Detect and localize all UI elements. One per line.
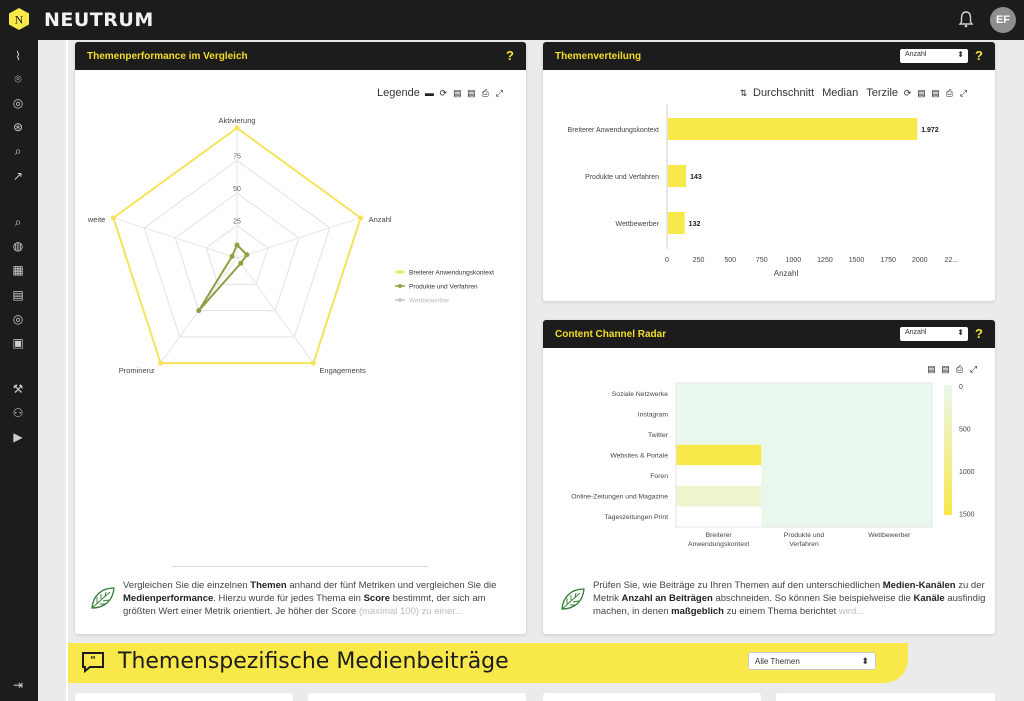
legend-marker <box>398 298 402 302</box>
trend-icon[interactable]: ↗ <box>12 169 24 183</box>
heatmap-row-label: Foren <box>650 473 668 481</box>
heatmap-chart <box>543 380 995 560</box>
help-icon[interactable]: ? <box>975 326 983 341</box>
leaf-icon <box>559 586 587 612</box>
logo-icon[interactable] <box>8 7 30 31</box>
panel-title: Themenperformance im Vergleich <box>87 51 248 62</box>
export-csv-icon[interactable]: ▤ <box>941 364 950 374</box>
distribution-panel <box>543 42 995 301</box>
goal-icon[interactable]: ◎ <box>12 312 24 326</box>
export-pdf-icon[interactable]: ▤ <box>453 88 462 98</box>
bar-tick-label: 1750 <box>880 257 896 264</box>
heatmap-cell[interactable] <box>676 486 761 507</box>
collapse-icon[interactable]: ▬ <box>424 88 434 98</box>
comment-quote-icon <box>81 651 105 673</box>
fullscreen-icon[interactable]: ⤢ <box>495 88 503 98</box>
radar-info-text: Vergleichen Sie die einzelnen Themen anhand der fünf Metriken und vergleichen Sie die Medienperformance. Hierzu wurde für jedes Thema ein Score bestimmt, der sich am größten Wert einer Metrik orientiert. Je höher der Score (maximal 100) zu einer... <box>123 580 497 617</box>
print-icon[interactable]: ⎙ <box>481 88 489 98</box>
heatmap-cell[interactable] <box>676 424 761 445</box>
heatmap-cell[interactable] <box>847 445 932 466</box>
radar-panel <box>75 42 526 634</box>
heatmap-cell[interactable] <box>761 445 846 466</box>
bar-category-label: Produkte und Verfahren <box>585 174 659 181</box>
channel-panel <box>543 320 995 634</box>
brand-name: NEUTRUM <box>44 9 154 31</box>
bar[interactable] <box>668 165 686 187</box>
bar-category-label: Breiterer Anwendungskontext <box>567 127 659 134</box>
radar-point[interactable] <box>111 215 116 220</box>
heatmap-cell[interactable] <box>676 445 761 466</box>
heatmap-cell[interactable] <box>847 383 932 404</box>
bar-tick-label: 0 <box>665 257 669 264</box>
radar-chart <box>75 112 526 512</box>
globe-icon[interactable]: ◍ <box>12 239 24 253</box>
legend-marker <box>398 284 402 288</box>
top-bar <box>0 0 1024 40</box>
bar[interactable] <box>668 118 917 140</box>
refresh-icon[interactable]: ⟳ <box>439 88 448 98</box>
channel-info-text: Prüfen Sie, wie Beiträge zu Ihren Themen auf den unterschiedlichen Medien-Kanälen zu der Metrik Anzahl an Beiträgen abschneiden. So können Sie beispielweise die Kanäle ausfindig machen, in denen maßgeblich zu einem Thema berichtet wird... <box>593 580 986 617</box>
bar-category-label: Wettbewerber <box>615 221 659 228</box>
heatmap-column-label: Wettbewerber <box>868 532 911 539</box>
heatmap-cell[interactable] <box>761 506 846 527</box>
radar-tick-label: 25 <box>233 218 241 226</box>
heatmap-cell[interactable] <box>761 404 846 425</box>
median-toggle[interactable]: Median <box>822 87 859 99</box>
export-pdf-icon[interactable]: ▤ <box>917 88 926 98</box>
radar-axis-label: Prominenz <box>118 366 155 376</box>
sidebar <box>0 40 38 701</box>
export-csv-icon[interactable]: ▤ <box>467 88 476 98</box>
bar[interactable] <box>668 212 685 234</box>
heatmap-row-label: Websites & Portale <box>610 452 668 460</box>
logout-icon[interactable]: ⇥ <box>12 678 24 692</box>
heatmap-row-label: Online-Zeitungen und Magazine <box>571 493 668 501</box>
radar-legend <box>395 270 494 305</box>
radar-toolbar <box>377 87 504 99</box>
bar-tick-label: 22... <box>944 257 959 264</box>
legend-toggle[interactable]: Legende <box>377 87 420 99</box>
radar-spoke <box>113 218 237 258</box>
section-title: Themenspezifische Medienbeiträge <box>118 649 509 674</box>
legend-entry[interactable]: Breiterer Anwendungskontext <box>409 269 494 277</box>
bar-value-label: 143 <box>690 174 702 181</box>
print-icon[interactable]: ⎙ <box>955 364 964 374</box>
heatmap-cell[interactable] <box>761 486 846 507</box>
bar-tick-label: 750 <box>755 257 768 264</box>
heatmap-scale-label: 500 <box>959 426 971 434</box>
print-icon[interactable]: ⎙ <box>945 88 954 98</box>
news-icon[interactable]: ▤ <box>12 288 24 302</box>
heatmap-color-scale <box>944 385 952 515</box>
tools-icon[interactable]: ⚒ <box>12 382 24 396</box>
metric-select[interactable]: Anzahl ⬍ <box>900 327 968 341</box>
tertile-toggle[interactable]: Terzile <box>866 87 899 99</box>
radar-point[interactable] <box>158 361 163 366</box>
refresh-icon[interactable]: ⟳ <box>903 88 912 98</box>
search-doc-icon[interactable]: ⌕ <box>14 144 22 158</box>
bar-x-axis-title: Anzahl <box>773 269 799 278</box>
radar-point[interactable] <box>238 261 243 266</box>
radar-point[interactable] <box>235 243 240 248</box>
bar-chart <box>543 104 995 294</box>
theme-filter-select[interactable]: Alle Themen ⬍ <box>748 652 876 670</box>
bar-tick-label: 2000 <box>911 257 928 264</box>
bar-tick-label: 1000 <box>785 257 802 264</box>
bar-tick-label: 1500 <box>848 257 865 264</box>
radar-axis-label: Engagements <box>319 366 366 376</box>
export-csv-icon[interactable]: ▤ <box>931 88 940 98</box>
radar-axis-label: weite <box>87 214 106 224</box>
export-pdf-icon[interactable]: ▤ <box>927 364 936 374</box>
channel-toolbar <box>927 364 978 374</box>
heatmap-column-label: Produkte und Verfahren <box>783 532 825 548</box>
radar-point[interactable] <box>244 252 249 257</box>
help-icon[interactable]: ? <box>975 48 983 63</box>
heatmap-column-label: Breiterer Anwendungskontext <box>688 532 750 548</box>
compass-icon[interactable]: ⊛ <box>12 120 24 134</box>
heatmap-cell[interactable] <box>676 506 761 527</box>
leaf-icon <box>89 585 117 611</box>
distribution-toolbar <box>739 87 968 99</box>
fullscreen-icon[interactable]: ⤢ <box>969 364 978 374</box>
briefcase-icon[interactable]: ▣ <box>12 336 24 350</box>
radar-axis-label: Anzahl <box>368 214 392 224</box>
heatmap-cell[interactable] <box>761 465 846 486</box>
heatmap-cell[interactable] <box>761 424 846 445</box>
legend-entry[interactable]: Produkte und Verfahren <box>409 283 478 291</box>
heatmap-cell[interactable] <box>676 404 761 425</box>
legend-marker <box>398 270 402 274</box>
heatmap-scale-label: 1000 <box>959 469 975 476</box>
heatmap-cell[interactable] <box>847 404 932 425</box>
user-avatar[interactable]: EF <box>990 7 1016 33</box>
metric-select[interactable]: Anzahl ⬍ <box>900 49 968 63</box>
radar-point[interactable] <box>196 308 201 313</box>
heatmap-cell[interactable] <box>847 424 932 445</box>
average-toggle[interactable]: Durchschnitt <box>753 87 815 99</box>
heatmap-scale-label: 1500 <box>959 511 975 519</box>
heatmap-cell[interactable] <box>847 506 932 527</box>
radar-point[interactable] <box>358 215 363 220</box>
heatmap-scale-label: 0 <box>959 384 963 391</box>
play-icon[interactable]: ▶ <box>13 430 23 444</box>
map-pin-icon[interactable]: ⌾ <box>14 72 22 86</box>
legend-entry[interactable]: Wettbewerber <box>409 297 450 305</box>
heatmap-cell[interactable] <box>676 383 761 404</box>
notification-bell-icon[interactable] <box>958 10 974 28</box>
radar-point[interactable] <box>235 126 240 131</box>
sort-icon[interactable]: ⇅ <box>739 88 748 98</box>
radar-tick-label: 50 <box>233 186 241 193</box>
people-icon[interactable]: ⚇ <box>12 406 24 420</box>
heatmap-cell[interactable] <box>847 465 932 486</box>
radar-point[interactable] <box>230 254 235 259</box>
heatmap-cell[interactable] <box>847 486 932 507</box>
svg-text:N: N <box>14 12 24 27</box>
chart-line-icon[interactable]: ⌇ <box>15 49 21 63</box>
svg-text:": " <box>90 654 96 667</box>
fullscreen-icon[interactable]: ⤢ <box>959 88 968 98</box>
panel-title: Content Channel Radar <box>555 329 667 340</box>
heatmap-cell[interactable] <box>761 383 846 404</box>
heatmap-row-label: Tageszeitungen Print <box>604 514 668 522</box>
radar-point[interactable] <box>311 361 316 366</box>
radar-tick-label: 75 <box>233 153 241 161</box>
heatmap-row-label: Instagram <box>637 411 668 419</box>
bar-tick-label: 500 <box>724 257 737 264</box>
bar-value-label: 132 <box>688 221 701 228</box>
radar-spoke <box>237 218 361 258</box>
radar-axis-label: Aktivierung <box>218 116 256 125</box>
bar-tick-label: 1250 <box>817 257 833 264</box>
search-icon[interactable]: ⌕ <box>14 215 22 229</box>
help-icon[interactable]: ? <box>506 48 514 63</box>
bar-tick-label: 250 <box>692 257 705 264</box>
heatmap-row-label: Twitter <box>647 431 668 439</box>
panel-title: Themenverteilung <box>555 51 642 62</box>
heatmap-cell[interactable] <box>676 465 761 486</box>
calculator-icon[interactable]: ▦ <box>12 263 24 277</box>
bar-value-label: 1.972 <box>921 127 939 134</box>
heatmap-row-label: Soziale Netzwerke <box>611 390 668 398</box>
target-icon[interactable]: ◎ <box>12 96 24 110</box>
